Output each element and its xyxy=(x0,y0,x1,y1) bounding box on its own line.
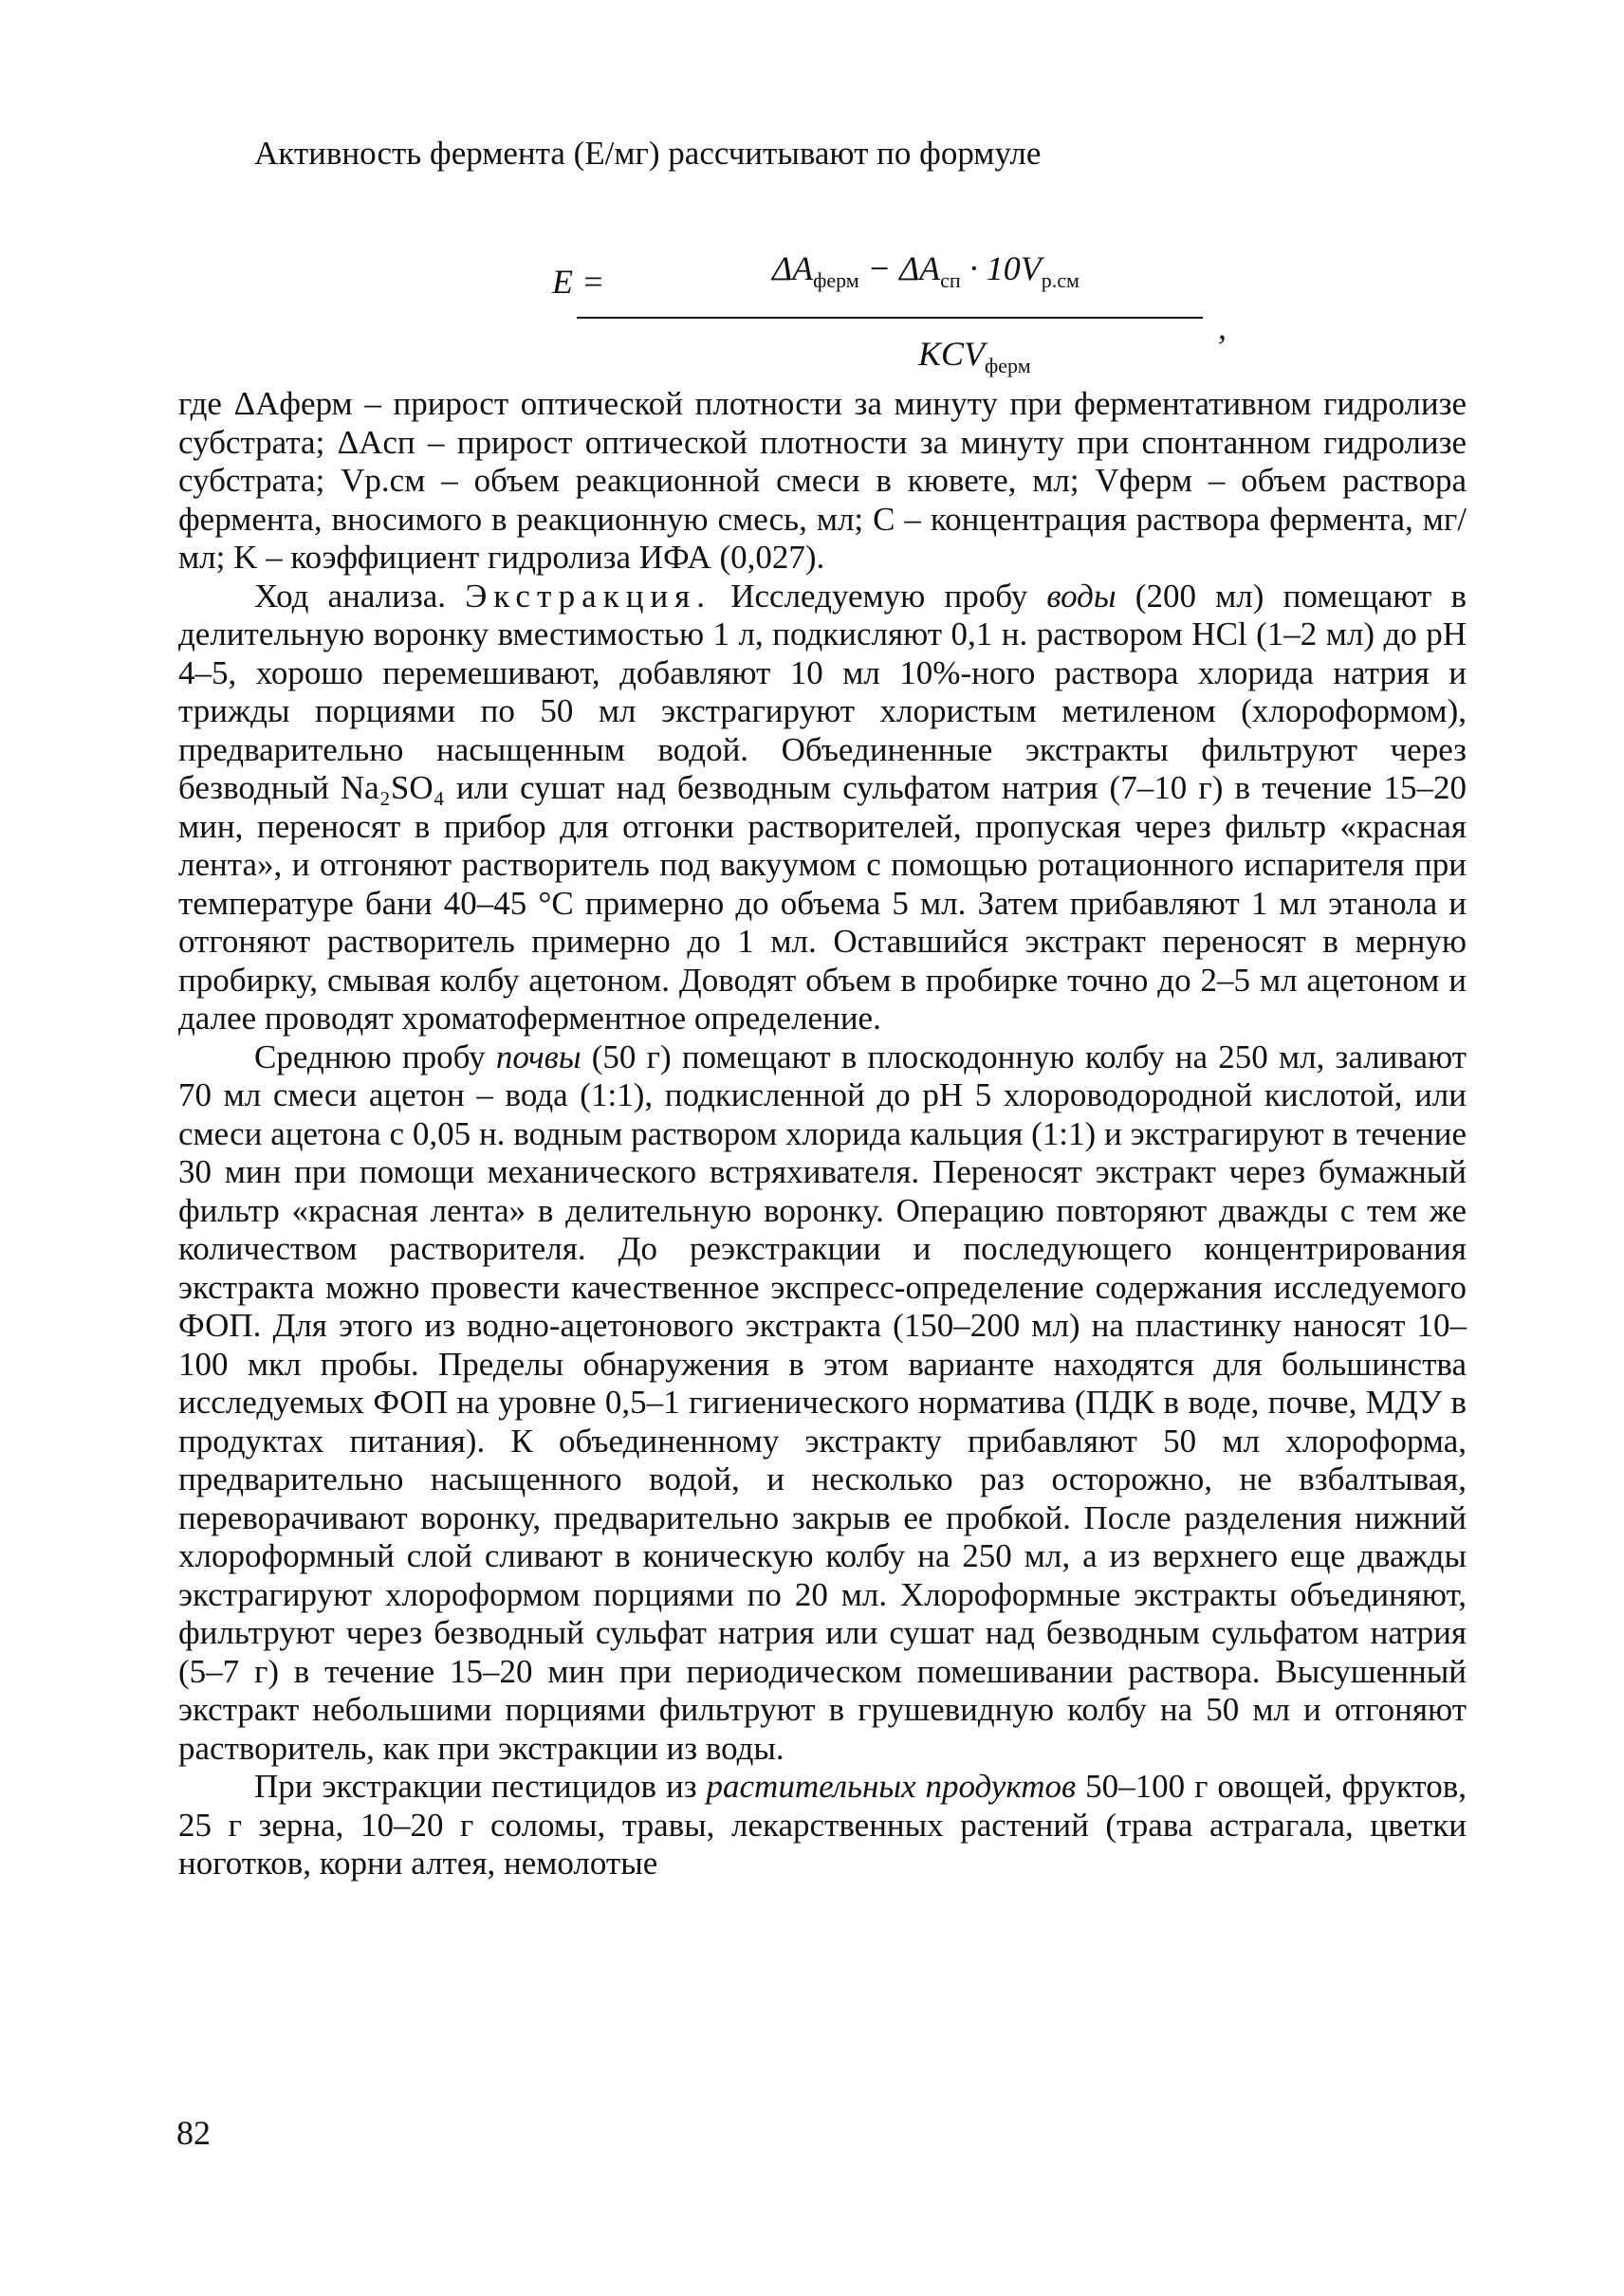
enzyme-activity-formula xyxy=(178,182,1467,378)
formula-intro: Активность фермента (Е/мг) рассчитывают по формуле xyxy=(254,135,1042,172)
page-number: 82 xyxy=(176,2114,211,2152)
page-text-block xyxy=(178,133,1467,1883)
formula-denominator: $KCV_{ферм}$ xyxy=(918,335,1031,378)
variable-definitions: где ΔAферм – прирост оптической плотности за минуту при ферментативном гидролизе субстрата; ΔAсп – прирост оптической плотности за минуту при спонтанном гидролизе субстрата; Vр.см – объем реакционной смеси в кювете, мл; Vферм – объем раствора фермента, вносимого в реакционную смесь, мл; C – концентрация раствора фермента, мг/мл; K – коэффициент гидролиза ИФА (0,027). xyxy=(178,385,1467,576)
fraction-bar xyxy=(577,317,1203,319)
formula-comma: , xyxy=(1218,308,1227,346)
formula-numerator: $\Delta A_{ферм} - \Delta A_{сп} \cdot 10V_{р.см}$ xyxy=(772,249,1080,293)
paragraph-plant-extraction: При экстракции пестицидов из растительных продуктов 50–100 г овощей, фруктов, 25 г зерна, 10–20 г соломы, травы, лекарственных растений (трава астрагала, цветки ноготков, корни алтея, немолотые xyxy=(178,1768,1467,1882)
paragraph-water-extraction: Ход анализа. Экстракция. Исследуемую пробу воды (200 мл) помещают в делительную воронку вместимостью 1 л, подкисляют 0,1 н. раствором HCl (1–2 мл) до pH 4–5, хорошо перемешивают, добавляют 10 мл 10%-ного раствора хлорида натрия и трижды порциями по 50 мл экстрагируют хлористым метиленом (хлороформом), предварительно насыщенным водой. Объединенные экстракты фильтруют через безводный Na₂SO₄ или сушат над безводным сульфатом натрия (7–10 г) в течение 15–20 мин, переносят в прибор для отгонки растворителей, пропуская через фильтр «красная лента», и отгоняют растворитель под вакуумом с помощью ротационного испарителя при температуре бани 40–45 °С примерно до объема 5 мл. Затем прибавляют 1 мл этанола и отгоняют растворитель примерно до 1 мл. Оставшийся экстракт переносят в мерную пробирку, смывая колбу ацетоном. Доводят объем в пробирке точно до 2–5 мл ацетоном и далее проводят хроматоферментное определение. xyxy=(178,577,1467,1037)
paragraph-soil-extraction: Среднюю пробу почвы (50 г) помещают в плоскодонную колбу на 250 мл, заливают 70 мл смеси ацетон – вода (1:1), подкисленной до pH 5 хлороводородной кислотой, или смеси ацетона с 0,05 н. водным раствором хлорида кальция (1:1) и экстрагируют в течение 30 мин при помощи механического встряхивателя. Переносят экстракт через бумажный фильтр «красная лента» в делительную воронку. Операцию повторяют дважды с тем же количеством растворителя. До реэкстракции и последующего концентрирования экстракта можно провести качественное экспресс-определение содержания исследуемого ФОП. Для этого из водно-ацетонового экстракта (150–200 мл) на пластинку наносят 10–100 мкл пробы. Пределы обнаружения в этом варианте находятся для большинства исследуемых ФОП на уровне 0,5–1 гигиенического норматива (ПДК в воде, почве, МДУ в продуктах питания). К объединенному экстракту прибавляют 50 мл хлороформа, предварительно насыщенного водой, и несколько раз осторожно, не взбалтывая, переворачивают воронку, предварительно закрыв ее пробкой. После разделения нижний хлороформный слой сливают в коническую колбу на 250 мл, а из верхнего еще дважды экстрагируют хлороформом порциями по 20 мл. Хлороформные экстракты объединяют, фильтруют через безводный сульфат натрия или сушат над безводным сульфатом натрия (5–7 г) в течение 15–20 мин при периодическом помешивании раствора. Высушенный экстракт небольшими порциями фильтруют в грушевидную колбу на 50 мл и отгоняют растворитель, как при экстракции из воды. xyxy=(178,1038,1467,1767)
formula-lhs: E = xyxy=(552,263,605,301)
